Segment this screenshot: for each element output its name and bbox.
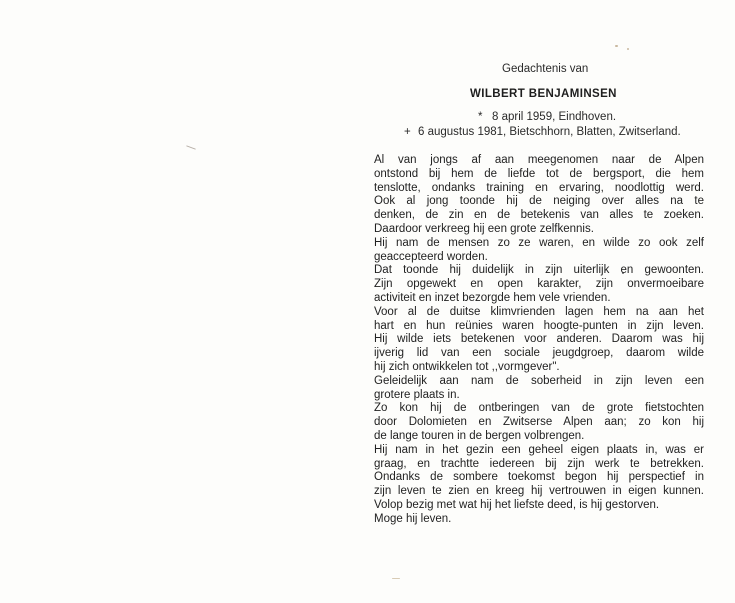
text-line: denken, de zin en de betekenis van alles te zoeken.: [374, 209, 704, 222]
paper-mark: [392, 578, 400, 579]
text-line: de lange touren in de bergen volbrengen.: [374, 429, 585, 442]
text-line: Daardoor verkreeg hij een grote zelfkennis.: [374, 222, 594, 235]
text-line: Hij wilde iets betekenen voor anderen. Daarom was hij: [374, 333, 704, 346]
text-line: zijn leven te zien en kreeg hij vertrouwen in eigen kunnen.: [374, 485, 704, 498]
text-line: Geleidelijk aan nam de soberheid in zijn leven een: [374, 374, 704, 387]
text-line: graag, en trachtte iedereen bij zijn werk te betrekken.: [374, 457, 704, 470]
death-symbol: +: [404, 126, 411, 138]
text-line: Volop bezig met wat hij het liefste deed, is hij gestorven.: [374, 498, 660, 511]
birth-date-text: 8 april 1959, Eindhoven.: [492, 111, 617, 123]
text-line: Voor al de duitse klimvrienden lagen hem na aan het: [374, 305, 704, 318]
text-line: hij zich ontwikkelen tot ,,vormgever".: [374, 360, 560, 373]
text-line: Ondanks de sombere toekomst begon hij perspectief in: [374, 471, 704, 484]
text-line: ontstond bij hem de liefde tot de bergsport, die hem: [374, 167, 704, 180]
text-line: Hij nam in het gezin een geheel eigen plaats in, was er: [374, 443, 704, 456]
death-date-row: [404, 126, 681, 140]
death-date-text: 6 augustus 1981, Bietschhorn, Blatten, Zwitserland.: [418, 126, 681, 138]
text-line: Hij nam de mensen zo ze waren, en wilde zo ook zelf: [374, 236, 704, 249]
text-line: door Dolomieten en Zwitserse Alpen aan; zo kon hij: [374, 416, 704, 429]
card-fold: [367, 0, 368, 603]
text-line: geaccepteerd worden.: [374, 250, 488, 263]
paper-mark: [627, 48, 629, 50]
text-line: hart en hun reünies waren hoogte-punten in zijn leven.: [374, 319, 704, 332]
text-line: ijverig lid van een sociale jeugdgroep, daarom wilde: [374, 347, 704, 360]
text-line: Zo kon hij de ontberingen van de grote fietstochten: [374, 402, 704, 415]
text-line: tenslotte, ondanks training en ervaring, noodlottig werd.: [374, 181, 704, 194]
text-line: activiteit en inzet bezorgde hem vele vrienden.: [374, 291, 611, 304]
memorial-text: [374, 154, 704, 527]
paper-mark: [615, 45, 618, 47]
text-line: Al van jongs af aan meegenomen naar de Alpen: [374, 154, 704, 166]
text-line: Moge hij leven.: [374, 512, 452, 525]
text-line: Ook al jong toonde hij de neiging over alles na te: [374, 195, 704, 208]
text-line: grotere plaats in.: [374, 388, 460, 401]
deceased-name: WILBERT BENJAMINSEN: [470, 88, 617, 100]
birth-symbol: *: [478, 111, 483, 123]
paper-mark: [186, 145, 196, 149]
text-line: Dat toonde hij duidelijk in zijn uiterlijk en gewoonten.: [374, 264, 704, 277]
intro-text: Gedachtenis van: [502, 63, 589, 75]
birth-date-row: [478, 111, 616, 125]
text-line: Zijn opgewekt en open karakter, zijn onvermoeibare: [374, 278, 704, 291]
